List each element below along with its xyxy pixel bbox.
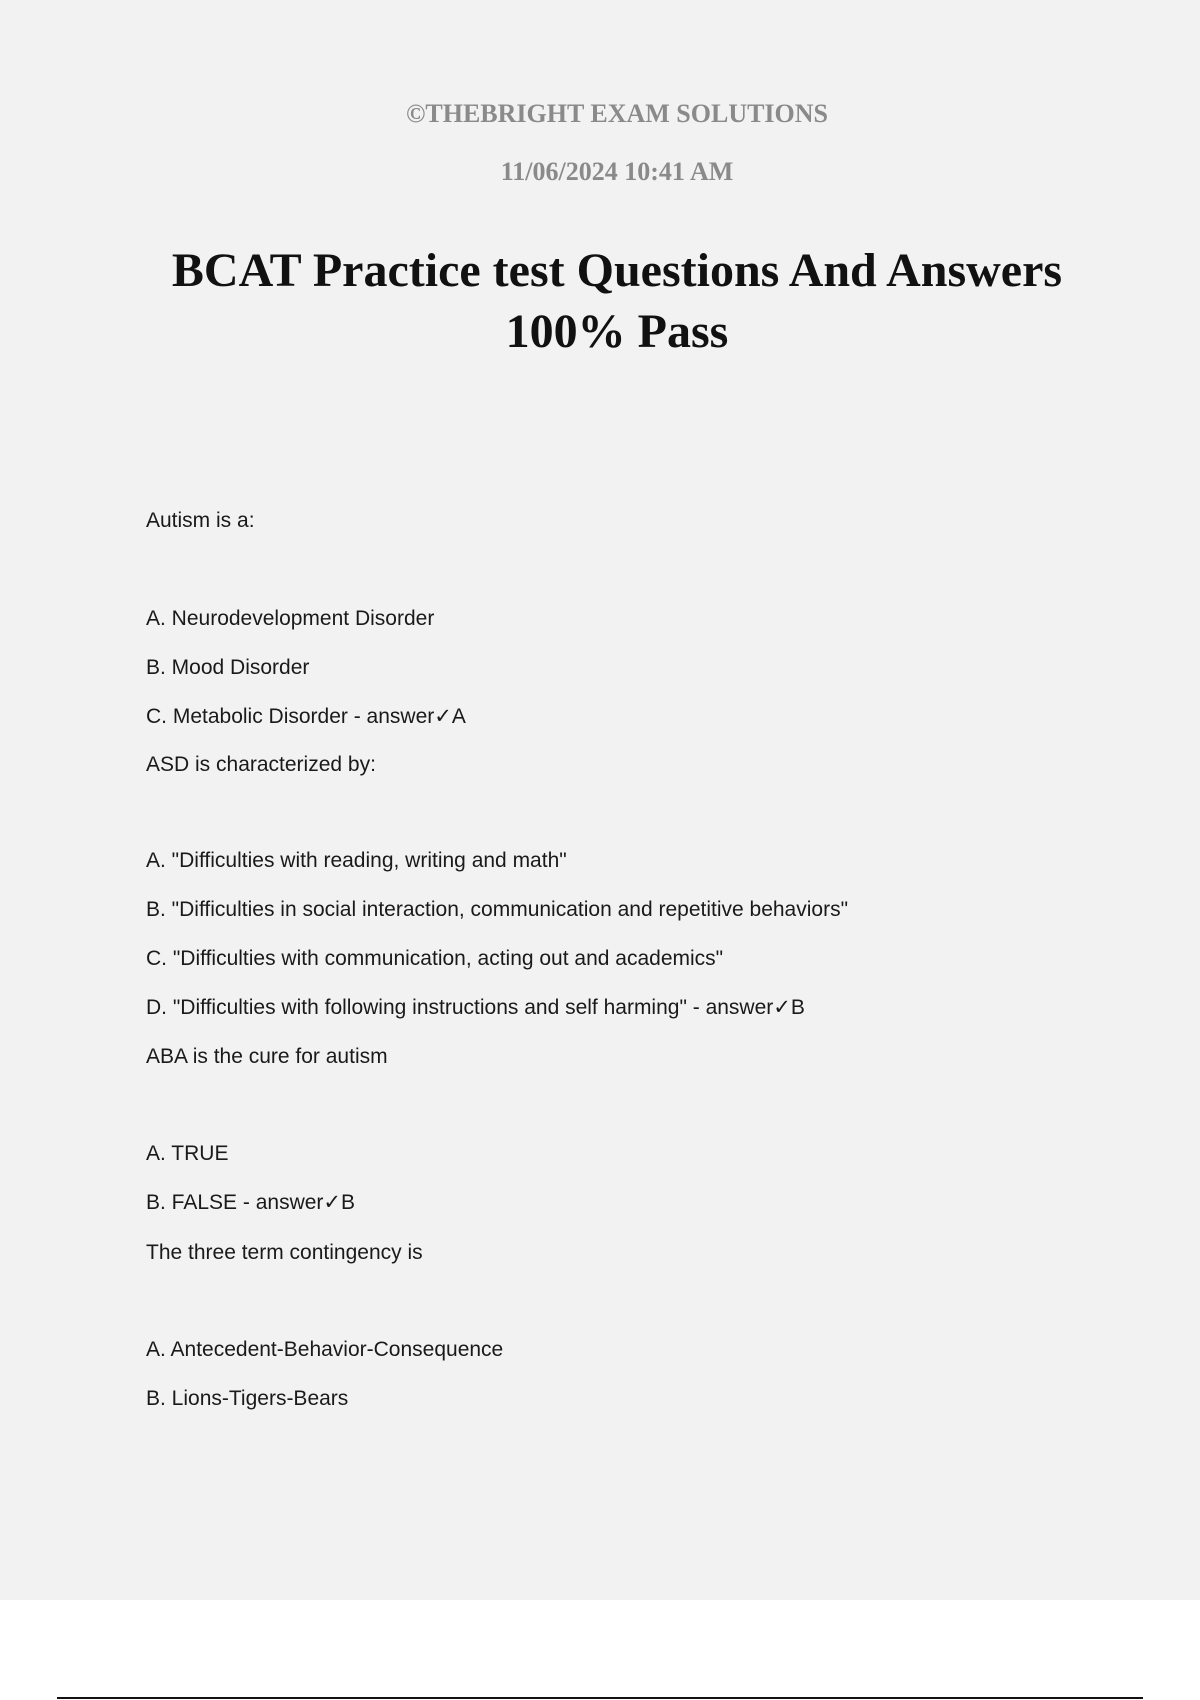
answer-option: A. TRUE <box>146 1142 229 1165</box>
timestamp-header: 11/06/2024 10:41 AM <box>500 157 734 186</box>
answer-option: B. FALSE - answer✓B <box>146 1191 356 1214</box>
question-prompt: The three term contingency is <box>146 1241 423 1264</box>
question-prompt: Autism is a: <box>146 509 255 532</box>
title-line-2: 100% Pass <box>505 305 729 358</box>
page-divider <box>57 1697 1143 1699</box>
answer-option: C. "Difficulties with communication, acting out and academics" <box>146 947 724 970</box>
brand-header: ©THEBRIGHT EXAM SOLUTIONS <box>405 99 829 128</box>
answer-option: D. "Difficulties with following instructions and self harming" - answer✓B <box>146 996 805 1019</box>
answer-option: C. Metabolic Disorder - answer✓A <box>146 705 466 728</box>
question-prompt: ABA is the cure for autism <box>146 1045 388 1068</box>
question-prompt: ASD is characterized by: <box>146 753 376 776</box>
page-title <box>0 240 1200 362</box>
answer-option: A. Neurodevelopment Disorder <box>146 607 435 630</box>
answer-option: B. Mood Disorder <box>146 656 310 679</box>
answer-option: B. "Difficulties in social interaction, communication and repetitive behaviors" <box>146 898 849 921</box>
answer-option: B. Lions-Tigers-Bears <box>146 1387 349 1410</box>
answer-option: A. Antecedent-Behavior-Consequence <box>146 1338 504 1361</box>
title-line-1: BCAT Practice test Questions And Answers <box>171 244 1063 297</box>
answer-option: A. "Difficulties with reading, writing and math" <box>146 849 567 872</box>
